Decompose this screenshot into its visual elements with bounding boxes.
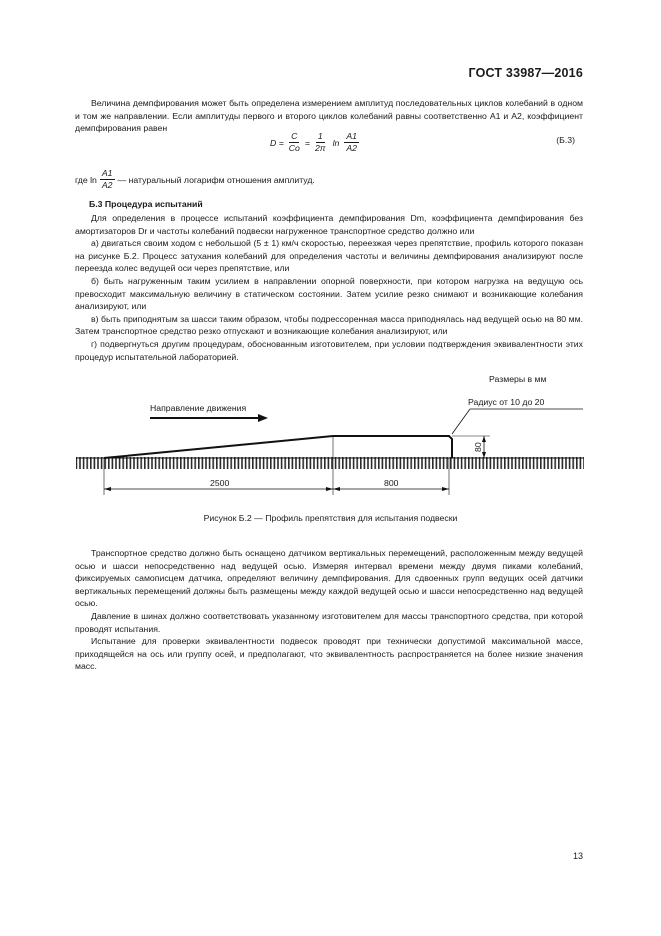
dimension-flat: 800 xyxy=(384,478,399,488)
closing-block xyxy=(75,547,583,673)
dim-arrow xyxy=(442,487,449,491)
dimension-ramp: 2500 xyxy=(210,478,230,488)
formula-number: (Б.3) xyxy=(556,135,575,145)
fraction-denominator: 2π xyxy=(314,143,326,153)
fraction-numerator: 1 xyxy=(317,131,323,141)
formula-lhs: D = xyxy=(270,137,284,148)
intro-paragraph: Величина демпфирования может быть определена измерением амплитуд последовательных циклов колебаний в одном и том же направлении. Если амплитуды первого и второго циклов колебаний равны соответственно A1 и A2, коэффициент демпфирования равен xyxy=(75,98,583,134)
ground-hatching xyxy=(76,457,584,469)
dim-arrow xyxy=(326,487,333,491)
fraction-numerator: C xyxy=(291,131,298,141)
figure-b2 xyxy=(0,360,661,535)
damping-formula xyxy=(270,131,362,154)
height-dimension: 80 xyxy=(473,442,483,452)
height-arrow-top xyxy=(482,436,486,442)
fraction-numerator: A1 xyxy=(346,131,358,141)
procedure-item-d: г) подвергнуться другим процедурам, обоснованным изготовителем, при условии подтверждения эквивалентности этих процедур испытательной лабораторией. xyxy=(75,338,583,362)
fraction-denominator: Co xyxy=(288,143,300,153)
closing-paragraph-1: Транспортное средство должно быть оснащено датчиком вертикальных перемещений, расположенным между ведущей осью и шасси непосредственно над ведущей осью. Измеряя интервал времени между двумя пиками колебаний, фиксируемых самописцем датчика, определяют величину демпфирования. Для сдвоенных групп ведущих осей датчики вертикальных перемещений должны быть размещены между каждой ведущей осью и шасси непосредственно над ведущей осью. xyxy=(75,548,583,609)
obstacle-profile xyxy=(104,436,452,458)
direction-arrowhead xyxy=(258,414,268,422)
formula-b3 xyxy=(75,129,583,163)
fraction-denominator: A2 xyxy=(101,180,113,190)
section-title: Б.3 Процедура испытаний xyxy=(89,199,203,209)
ln-fraction xyxy=(100,168,115,191)
formula-ln: ln xyxy=(332,137,340,148)
page-number: 13 xyxy=(572,851,583,861)
procedure-paragraph: Для определения в процессе испытаний коэффициента демпфирования Dm, коэффициента демпфирования без амортизаторов Dr и частоты колебаний подвески нагруженное транспортное средство должно или xyxy=(75,213,583,236)
procedure-item-c: в) быть приподнятым за шасси таким образом, чтобы подрессоренная масса приподнялась над ведущей осью на 80 мм. Затем транспортное средство резко отпускают и возникающие колебания анализируют, или xyxy=(75,313,583,337)
ln-note xyxy=(75,168,583,191)
procedure-item-b: б) быть нагруженным таким усилием в направлении опорной поверхности, при котором нагрузка на ведущую ось превосходит максимальную величину в статическом состоянии. Затем усилие резко снимают и возникающие колебания анализируют, или xyxy=(75,275,583,312)
closing-paragraph-3: Испытание для проверки эквивалентности подвесок проводят при технически допустимой максимальной массе, приходящейся на ось или группу осей, и предполагают, что эквивалентность распространяется на более низкие значения масс. xyxy=(75,636,583,672)
radius-label: Радиус от 10 до 20 xyxy=(468,397,545,407)
fraction-denominator: A2 xyxy=(346,143,358,153)
dim-arrow xyxy=(104,487,111,491)
closing-paragraph-2: Давление в шинах должно соответствовать указанному изготовителем для массы транспортного средства, при которой проводят испытания. xyxy=(75,610,583,634)
ln-prefix: где ln xyxy=(75,174,97,185)
fraction-amplitudes xyxy=(344,131,359,154)
dim-arrow xyxy=(333,487,340,491)
fraction-one-two-pi xyxy=(313,131,328,154)
fraction-c-co xyxy=(287,131,302,154)
fraction-numerator: A1 xyxy=(101,168,113,178)
units-note: Размеры в мм xyxy=(489,374,547,384)
figure-caption: Рисунок Б.2 — Профиль препятствия для испытания подвески xyxy=(203,513,458,523)
document-header: ГОСТ 33987—2016 xyxy=(468,66,583,80)
radius-leader xyxy=(452,409,470,434)
formula-equals: = xyxy=(304,137,310,148)
procedure-block xyxy=(75,212,583,363)
direction-label: Направление движения xyxy=(150,403,247,413)
ln-suffix: — натуральный логарифм отношения амплитуд. xyxy=(117,174,315,185)
procedure-item-a: а) двигаться своим ходом с небольшой (5 ± 1) км/ч скоростью, переезжая через препятствие, профиль которого показан на рисунке Б.2. Процесс затухания колебаний для определения частоты и величины демпфирования анализируют после переезда колес ведущей оси через препятствие, или xyxy=(75,238,583,274)
